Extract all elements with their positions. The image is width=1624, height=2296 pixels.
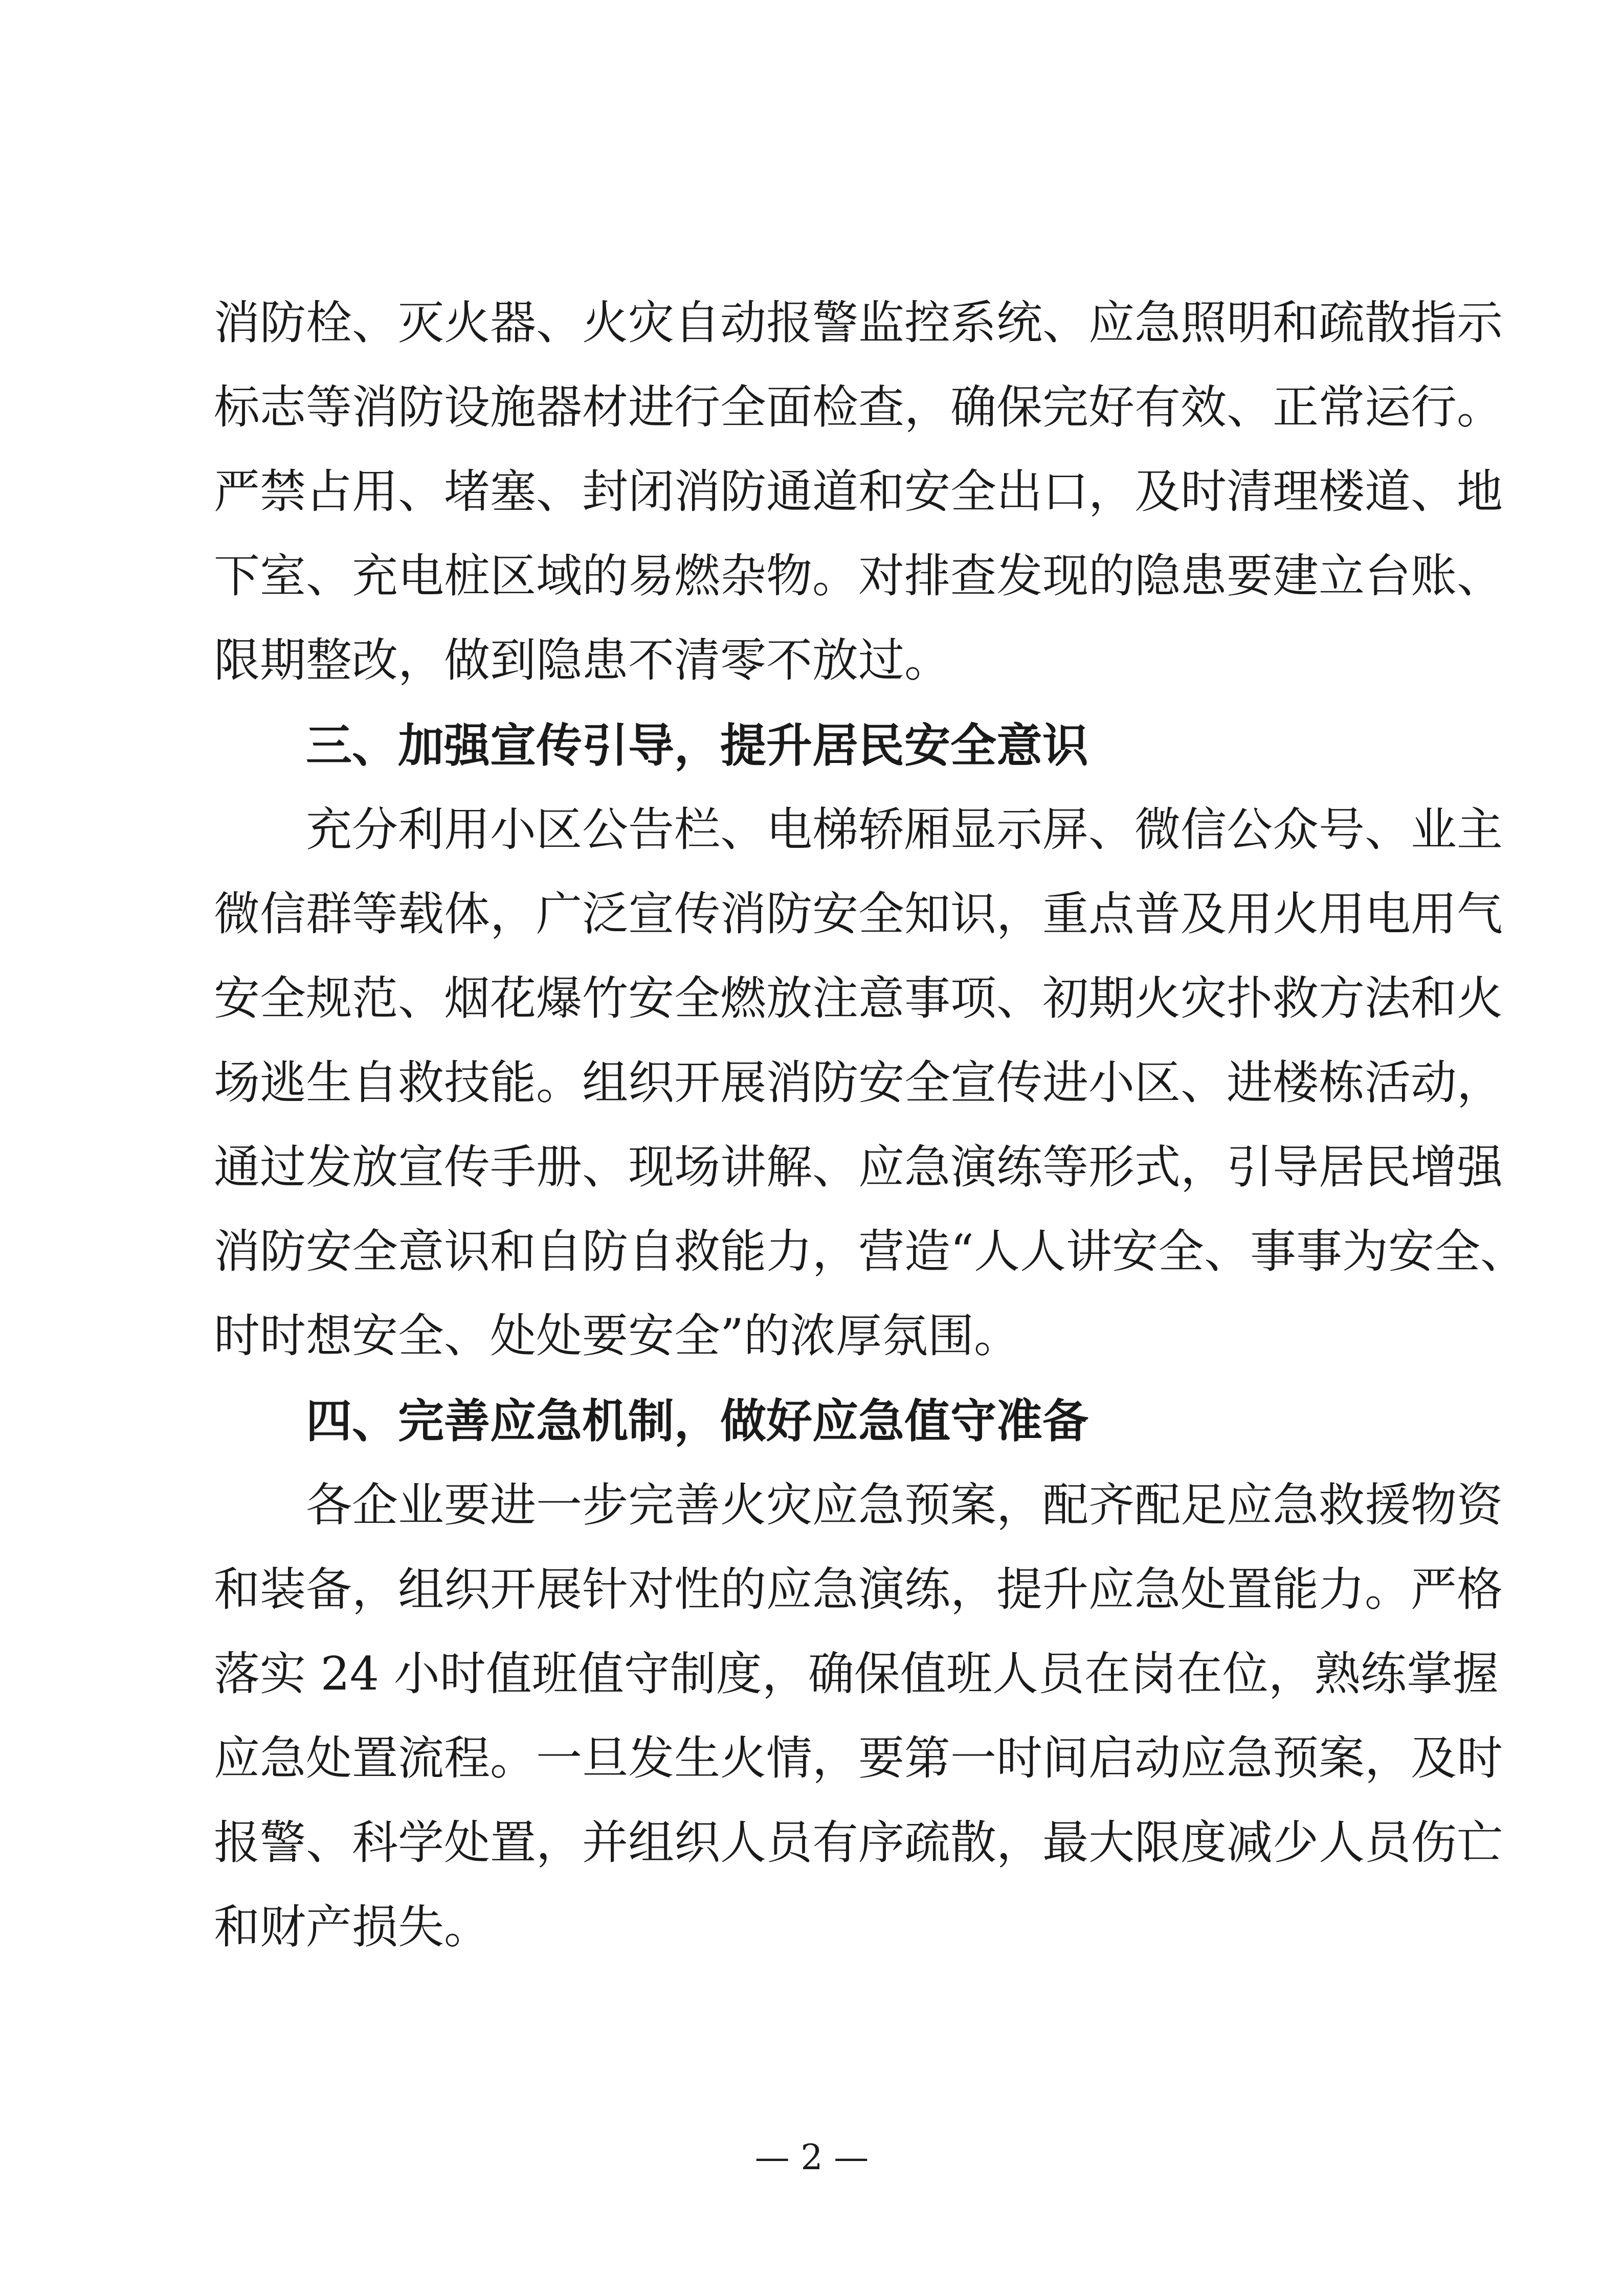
paragraph-line: 各企业要进一步完善火灾应急预案，配齐配足应急救援物资: [306, 1478, 1503, 1532]
section-heading: 四、完善应急机制，做好应急值守准备: [306, 1394, 1088, 1448]
paragraph-line: 限期整改，做到隐患不清零不放过。: [214, 634, 950, 687]
paragraph-line: 落实 24 小时值班值守制度，确保值班人员在岗在位，熟练掌握: [214, 1647, 1499, 1701]
page-number: — 2 —: [754, 2137, 869, 2178]
paragraph-line: 消防安全意识和自防自救能力，营造“人人讲安全、事事为安全、: [214, 1225, 1527, 1278]
paragraph-line: 时时想安全、处处要安全”的浓厚氛围。: [214, 1309, 1020, 1363]
paragraph-line: 标志等消防设施器材进行全面检查，确保完好有效、正常运行。: [214, 380, 1503, 434]
paragraph-line: 下室、充电桩区域的易燃杂物。对排查发现的隐患要建立台账、: [214, 549, 1503, 603]
paragraph-line: 严禁占用、堵塞、封闭消防通道和安全出口，及时清理楼道、地: [214, 465, 1503, 519]
paragraph-line: 和装备，组织开展针对性的应急演练，提升应急处置能力。严格: [214, 1563, 1503, 1616]
paragraph-line: 应急处置流程。一旦发生火情，要第一时间启动应急预案，及时: [214, 1731, 1503, 1785]
paragraph-line: 充分利用小区公告栏、电梯轿厢显示屏、微信公众号、业主: [306, 803, 1503, 857]
paragraph-line: 和财产损失。: [214, 1900, 490, 1954]
paragraph-line: 通过发放宣传手册、现场讲解、应急演练等形式，引导居民增强: [214, 1140, 1503, 1194]
paragraph-line: 消防栓、灭火器、火灾自动报警监控系统、应急照明和疏散指示: [214, 296, 1503, 350]
section-heading: 三、加强宣传引导，提升居民安全意识: [306, 719, 1088, 773]
paragraph-line: 场逃生自救技能。组织开展消防安全宣传进小区、进楼栋活动，: [214, 1056, 1503, 1110]
paragraph-line: 安全规范、烟花爆竹安全燃放注意事项、初期火灾扑救方法和火: [214, 972, 1503, 1025]
paragraph-line: 报警、科学处置，并组织人员有序疏散，最大限度减少人员伤亡: [214, 1816, 1503, 1870]
paragraph-line: 微信群等载体，广泛宣传消防安全知识，重点普及用火用电用气: [214, 887, 1503, 941]
